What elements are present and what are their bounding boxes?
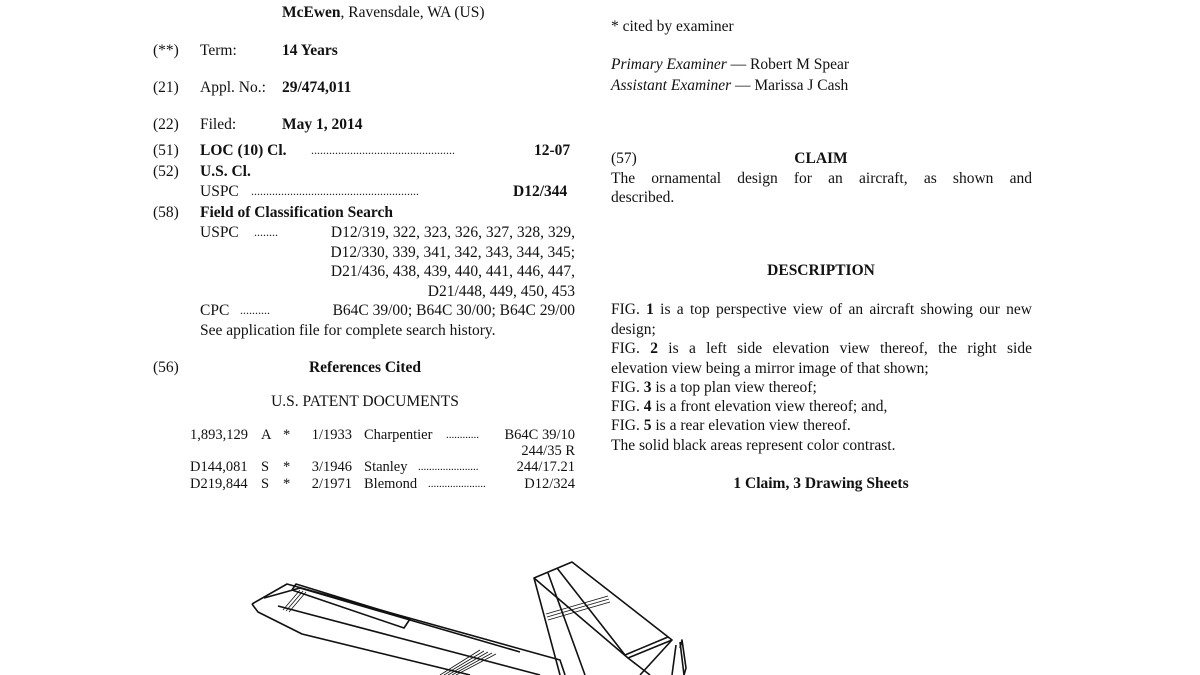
patent-class: D12/324 [524, 476, 575, 492]
em-dash: — [731, 77, 755, 94]
tail-fin-rib [548, 573, 585, 675]
uspc-class-line: D21/448, 449, 450, 453 [427, 283, 575, 300]
primary-examiner-name: Robert M Spear [750, 56, 850, 73]
field-search-uspc-dots: ........ [254, 225, 278, 239]
fig-description: elevation view being a mirror image of that shown; [611, 360, 929, 377]
filed-label: Filed: [200, 116, 237, 133]
references-title: References Cited [308, 359, 422, 376]
tail-fin-outline [534, 562, 672, 675]
loc-class-label: LOC (10) Cl. [200, 142, 287, 159]
field-search-uspc-label: USPC [200, 224, 239, 241]
patent-date: 2/1971 [311, 476, 352, 492]
patent-class: 244/17.21 [516, 459, 575, 475]
uspc-class-line: D21/436, 438, 439, 440, 441, 446, 447, [330, 263, 575, 280]
dot-leader: ............ [446, 429, 479, 441]
fig-prefix: FIG. [611, 398, 644, 415]
patent-inventor: Stanley [364, 459, 408, 475]
patent-date: 1/1933 [311, 427, 352, 443]
patent-number: D144,081 [190, 459, 248, 475]
cited-by-examiner-note: * cited by examiner [611, 18, 734, 35]
references-subtitle: U.S. PATENT DOCUMENTS [271, 393, 459, 410]
em-dash: — [726, 56, 751, 73]
references-code: (56) [153, 359, 179, 376]
wing-flap-line [264, 588, 520, 652]
term-value: 14 Years [282, 42, 338, 59]
cpc-dots: .......... [240, 303, 270, 317]
fig-description: is a front elevation view thereof; and, [651, 398, 888, 415]
rear-fuselage [628, 640, 684, 675]
fig-description: is a top plan view thereof; [651, 379, 817, 396]
fig-number: 5 [643, 417, 652, 434]
inventor-location: , Ravensdale, WA (US) [340, 4, 485, 21]
field-search-code: (58) [153, 204, 179, 221]
patent-inventor: Charpentier [364, 427, 433, 443]
filed-code: (22) [153, 116, 179, 133]
term-label: Term: [200, 42, 237, 59]
inventor-surname: McEwen [282, 4, 341, 21]
fig-prefix: FIG. [611, 417, 644, 434]
wing-inner-line [278, 606, 540, 675]
appl-no-code: (21) [153, 79, 179, 96]
patent-kind: S [261, 459, 270, 475]
field-search-label: Field of Classification Search [200, 204, 394, 221]
loc-class-value: 12-07 [534, 142, 571, 159]
drawing-sheets-note: 1 Claim, 3 Drawing Sheets [733, 475, 909, 492]
claim-code: (57) [611, 150, 637, 167]
fig-number: 4 [643, 398, 652, 415]
fig-prefix: FIG. [611, 301, 647, 318]
appl-no-value: 29/474,011 [282, 79, 352, 96]
search-history-note: See application file for complete search history. [200, 322, 496, 339]
dot-leader: ..................... [428, 478, 486, 490]
claim-text-line: The ornamental design for an aircraft, as shown and [611, 170, 1032, 187]
patent-kind: A [261, 427, 272, 443]
dot-leader: ...................... [418, 461, 479, 473]
fig-description: The solid black areas represent color contrast. [611, 437, 896, 454]
us-class-value: D12/344 [513, 183, 568, 200]
patent-number: 1,893,129 [190, 427, 248, 443]
us-class-label: U.S. Cl. [200, 163, 251, 180]
uspc-class-line: D12/330, 339, 341, 342, 343, 344, 345; [330, 244, 575, 261]
loc-class-code: (51) [153, 142, 179, 159]
cpc-value: B64C 39/00; B64C 30/00; B64C 29/00 [332, 302, 575, 319]
patent-number: D219,844 [190, 476, 248, 492]
cited-star: * [283, 427, 291, 443]
description-title: DESCRIPTION [767, 262, 875, 279]
claim-title: CLAIM [794, 150, 848, 167]
primary-examiner-label: Primary Examiner [611, 56, 727, 73]
fig-description: is a top perspective view of an aircraft showing our new [653, 301, 1032, 318]
cited-star: * [283, 459, 291, 475]
uspc-class-line: D12/319, 322, 323, 326, 327, 328, 329, [330, 224, 575, 241]
us-class-dots: ........................................................ [251, 184, 419, 198]
fig-number: 3 [643, 379, 652, 396]
patent-class: B64C 39/10 [504, 427, 575, 443]
appl-no-label: Appl. No.: [200, 79, 266, 96]
fig-description: design; [611, 321, 656, 338]
fig-prefix: FIG. [611, 379, 644, 396]
patent-inventor: Blemond [364, 476, 418, 492]
filed-value: May 1, 2014 [282, 116, 363, 133]
assistant-examiner-label: Assistant Examiner [611, 77, 732, 94]
patent-class-secondary: 244/35 R [521, 443, 575, 459]
cited-star: * [283, 476, 291, 492]
fig-prefix: FIG. [611, 340, 651, 357]
fig-description: is a left side elevation view thereof, the right side [657, 340, 1032, 357]
wing-outline [252, 584, 565, 675]
term-code: (**) [153, 42, 179, 59]
assistant-examiner-name: Marissa J Cash [754, 77, 849, 94]
patent-kind: S [261, 476, 270, 492]
fig-description: is a rear elevation view thereof. [651, 417, 851, 434]
fig-number: 2 [650, 340, 658, 357]
patent-date: 3/1946 [311, 459, 352, 475]
fig-number: 1 [646, 301, 654, 318]
us-class-code: (52) [153, 163, 179, 180]
us-class-uspc-label: USPC [200, 183, 239, 200]
cpc-label: CPC [200, 302, 230, 319]
loc-class-dots: ................................................ [311, 143, 455, 157]
claim-text-line: described. [611, 189, 675, 206]
